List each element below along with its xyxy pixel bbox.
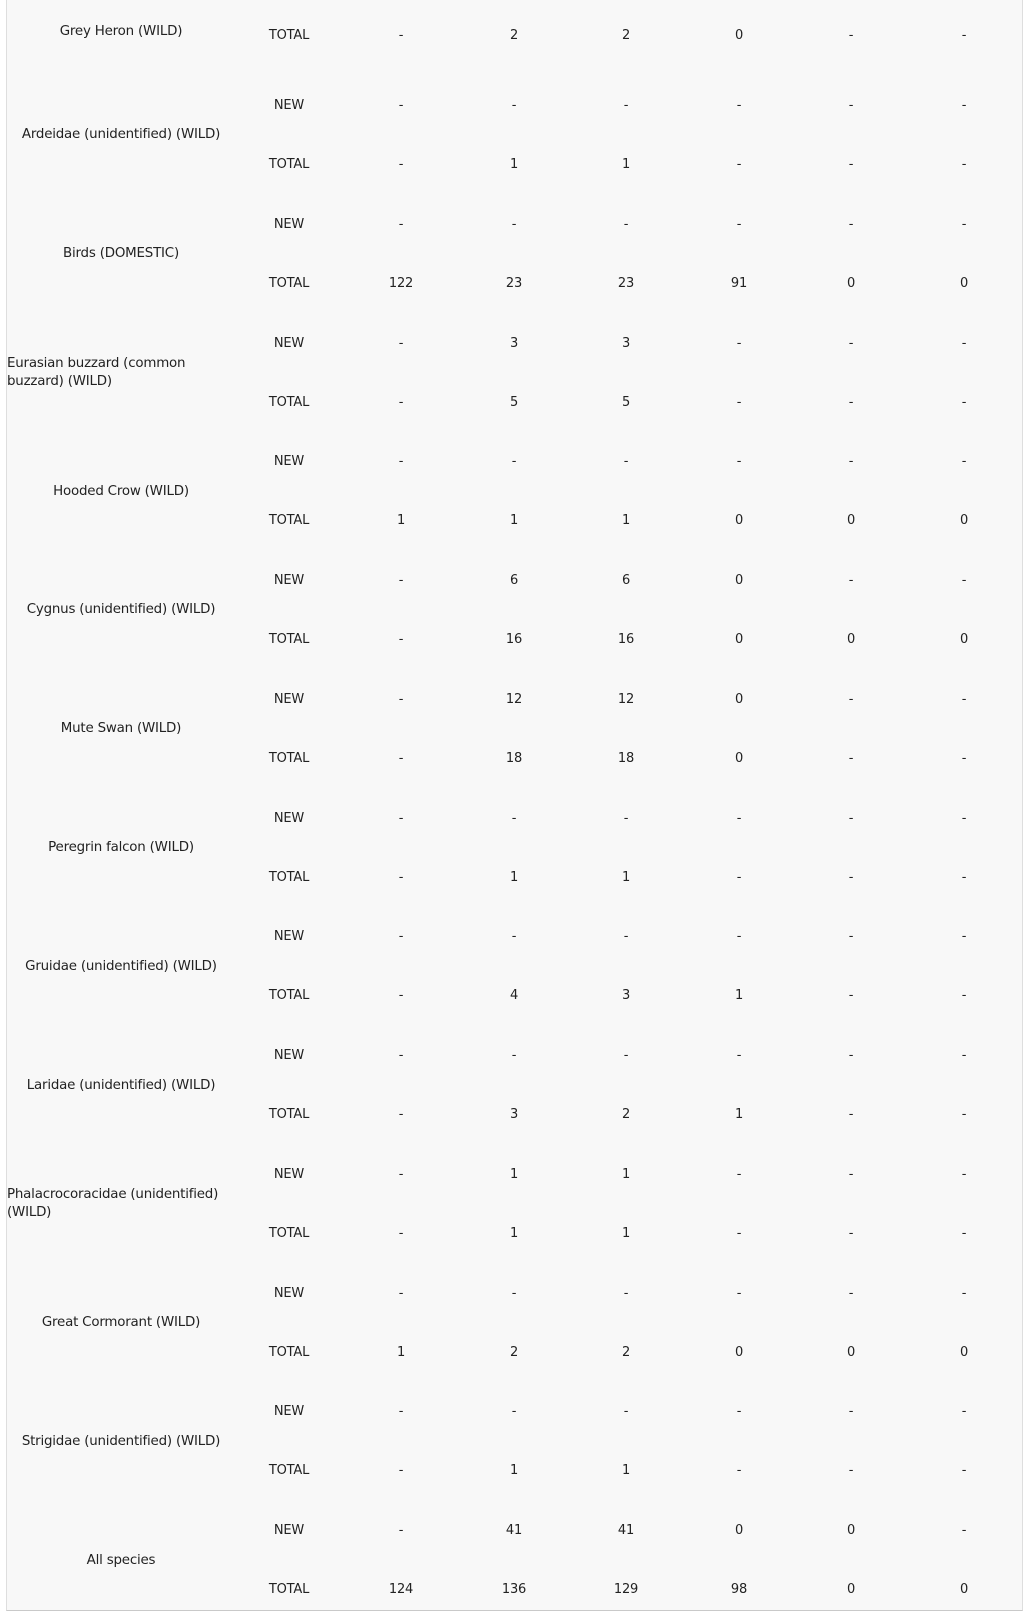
table-cell: 2 [621,1344,631,1360]
table-cell: - [623,1048,629,1064]
species-name: All species [86,1552,156,1568]
table-cell: 1 [621,1225,631,1241]
table-cell: 0 [846,632,856,648]
table-cell: - [736,98,742,113]
table-cell: 0 [734,691,744,707]
table-cell: 1 [621,869,631,885]
table-cell: - [398,750,404,766]
table-cell: - [961,929,967,945]
table-cell: - [736,157,742,172]
table-cell: - [961,573,967,589]
table-cell: - [848,157,854,172]
table-cell: - [848,28,854,43]
table-cell: 12 [505,691,523,707]
row-type-label: TOTAL [268,1225,310,1241]
species-row-group [7,195,1022,314]
outbreak-species-table [6,0,1023,1611]
table-cell: 1 [396,1344,406,1360]
table-cell: 3 [509,335,519,351]
species-name-cell [7,195,235,314]
table-cell: 98 [730,1582,748,1598]
table-cell: - [398,1404,404,1420]
table-cell: - [736,869,742,885]
species-name: Phalacrocoracidae (unidentified) (WILD) [7,1187,219,1221]
table-cell: 91 [730,275,748,291]
row-type-label: TOTAL [268,869,310,885]
table-cell: 1 [509,1463,519,1479]
species-name: Laridae (unidentified) (WILD) [26,1077,216,1093]
species-row-group [7,76,1022,195]
table-row-new [7,334,1022,354]
table-cell: 0 [734,1344,744,1360]
table-cell: 0 [734,573,744,589]
table-cell: - [736,1404,742,1420]
table-row-total [7,1343,1022,1363]
table-cell: - [848,1166,854,1182]
table-cell: - [398,929,404,945]
table-cell: - [736,335,742,351]
species-row-group [7,314,1022,433]
table-cell: 6 [509,573,519,589]
species-name-cell [7,314,235,433]
table-row-total [7,1224,1022,1244]
table-cell: - [398,1523,404,1539]
table-cell: - [848,1404,854,1420]
row-type-label: TOTAL [268,632,310,648]
species-name: Peregrin falcon (WILD) [48,839,194,855]
table-cell: 1 [509,869,519,885]
species-name-cell [7,432,235,551]
row-type-label: NEW [273,1048,305,1064]
table-cell: - [623,1285,629,1301]
row-type-label: TOTAL [268,750,310,766]
table-cell: - [961,335,967,351]
table-cell: - [961,1107,967,1123]
row-type-label: TOTAL [268,1463,310,1479]
table-cell: - [848,869,854,885]
table-cell: - [961,988,967,1004]
species-name-cell [7,907,235,1026]
table-cell: - [961,1404,967,1420]
table-cell: 0 [846,513,856,529]
species-row-group [7,907,1022,1026]
table-cell: - [623,1404,629,1420]
species-name-cell [7,1145,235,1264]
table-cell: - [398,632,404,648]
row-type-label: NEW [273,691,305,707]
table-row-total [7,630,1022,650]
species-row-group [7,1026,1022,1145]
table-cell: - [511,1404,517,1420]
row-type-label: NEW [273,929,305,945]
table-cell: - [398,573,404,589]
table-cell: 16 [617,632,635,648]
table-cell: 0 [959,275,969,291]
row-type-label: NEW [273,98,305,113]
table-cell: - [961,1225,967,1241]
table-cell: 124 [388,1582,414,1598]
row-type-label: TOTAL [268,988,310,1004]
table-row-new [7,452,1022,472]
table-cell: - [398,98,404,113]
table-cell: - [848,691,854,707]
table-cell: - [961,750,967,766]
table-cell: 3 [509,1107,519,1123]
table-row-total [7,1461,1022,1481]
table-cell: 2 [621,1107,631,1123]
row-type-label: TOTAL [268,1344,310,1360]
table-cell: - [961,869,967,885]
table-cell: 1 [621,1166,631,1182]
table-cell: - [511,454,517,470]
species-row-group [7,670,1022,789]
table-row-new [7,1402,1022,1422]
table-row-total [7,1105,1022,1125]
table-cell: - [623,810,629,826]
table-cell: - [623,216,629,232]
table-cell: 0 [846,1344,856,1360]
table-row-total [7,155,1022,175]
table-cell: - [398,810,404,826]
table-cell: - [511,810,517,826]
table-cell: - [623,454,629,470]
table-row-total [7,511,1022,531]
row-type-label: TOTAL [268,275,310,291]
table-row-grey-heron [7,26,1022,46]
table-cell: - [848,394,854,410]
table-cell: - [961,1285,967,1301]
table-cell: - [736,1166,742,1182]
table-cell: 6 [621,573,631,589]
table-cell: 1 [509,1225,519,1241]
table-cell: 3 [621,988,631,1004]
table-cell: 0 [734,750,744,766]
table-cell: - [961,98,967,113]
species-name: Great Cormorant (WILD) [41,1315,201,1331]
table-cell: - [736,1285,742,1301]
table-cell: 136 [501,1582,527,1598]
row-type-label: NEW [273,1285,305,1301]
table-cell: 2 [509,28,519,43]
species-row-group [7,551,1022,670]
table-cell: 16 [505,632,523,648]
species-name-cell [7,1264,235,1383]
table-cell: 0 [959,632,969,648]
row-type-label: TOTAL [268,28,310,43]
table-cell: - [961,810,967,826]
table-cell: 1 [509,513,519,529]
table-cell: - [848,988,854,1004]
table-cell: 1 [621,1463,631,1479]
species-name: Eurasian buzzard (common buzzard) (WILD) [7,355,186,389]
species-name-cell [7,551,235,670]
table-cell: - [511,1285,517,1301]
table-cell: - [961,1463,967,1479]
table-cell: - [848,810,854,826]
row-type-label: NEW [273,810,305,826]
table-cell: - [736,454,742,470]
table-cell: 2 [509,1344,519,1360]
table-row-total [7,986,1022,1006]
species-row-group [7,432,1022,551]
table-cell: - [398,394,404,410]
table-cell: 23 [505,275,523,291]
species-name-cell [7,1026,235,1145]
table-cell: - [736,1463,742,1479]
species-name-cell [7,1382,235,1501]
table-cell: 0 [959,1344,969,1360]
table-cell: 122 [388,275,414,291]
table-cell: - [736,1048,742,1064]
table-cell: - [398,1048,404,1064]
table-cell: - [398,988,404,1004]
species-name: Cygnus (unidentified) (WILD) [26,602,216,618]
table-cell: - [623,98,629,113]
table-row-new [7,1521,1022,1541]
table-row-new [7,1165,1022,1185]
table-cell: - [848,335,854,351]
row-type-label: NEW [273,1166,305,1182]
species-name-cell [7,670,235,789]
table-cell: - [961,1523,967,1539]
table-cell: - [398,157,404,172]
table-row-new [7,96,1022,116]
row-type-label: NEW [273,1523,305,1539]
table-cell: 3 [621,335,631,351]
table-cell: - [511,929,517,945]
table-cell: 0 [846,1523,856,1539]
species-name: Ardeidae (unidentified) (WILD) [21,127,221,143]
table-cell: 2 [621,28,631,43]
table-row-new [7,690,1022,710]
row-type-label: NEW [273,335,305,351]
table-row-new [7,215,1022,235]
species-name: Gruidae (unidentified) (WILD) [25,958,217,974]
table-cell: 0 [959,1582,969,1598]
table-cell: 0 [734,513,744,529]
table-cell: - [848,454,854,470]
table-cell: - [848,1285,854,1301]
table-cell: - [736,216,742,232]
species-row-group [7,1264,1022,1383]
table-cell: - [398,1463,404,1479]
table-cell: - [736,394,742,410]
table-cell: 18 [617,750,635,766]
table-cell: 41 [617,1523,635,1539]
table-cell: - [736,929,742,945]
table-cell: - [961,394,967,410]
table-cell: 1 [621,513,631,529]
table-row-total [7,868,1022,888]
table-cell: - [398,28,404,43]
species-row-group [7,1382,1022,1501]
table-cell: 0 [959,513,969,529]
table-cell: 1 [396,513,406,529]
table-cell: - [398,454,404,470]
table-cell: - [736,810,742,826]
species-name: Mute Swan (WILD) [60,721,182,737]
table-row-new [7,1284,1022,1304]
table-cell: 23 [617,275,635,291]
table-cell: - [961,28,967,43]
species-row-group [7,1145,1022,1264]
table-cell: - [848,1463,854,1479]
table-cell: - [848,1107,854,1123]
table-row-new [7,1046,1022,1066]
table-cell: 12 [617,691,635,707]
table-cell: 0 [846,1582,856,1598]
row-type-label: NEW [273,573,305,589]
table-cell: - [398,691,404,707]
species-name-cell [7,76,235,195]
species-name: Grey Heron (WILD) [59,24,183,39]
table-cell: 5 [509,394,519,410]
table-cell: 0 [734,1523,744,1539]
species-name-cell [7,789,235,908]
table-cell: - [736,1225,742,1241]
table-cell: 1 [509,1166,519,1182]
table-cell: - [848,216,854,232]
row-type-label: TOTAL [268,513,310,529]
species-name: Strigidae (unidentified) (WILD) [21,1433,221,1449]
table-cell: 1 [734,1107,744,1123]
table-cell: 18 [505,750,523,766]
table-cell: 0 [734,632,744,648]
table-row-new [7,927,1022,947]
table-cell: 0 [734,28,744,43]
table-cell: - [961,691,967,707]
table-cell: 0 [846,275,856,291]
table-cell: - [848,929,854,945]
row-type-label: TOTAL [268,157,310,172]
table-cell: - [511,216,517,232]
table-cell: - [511,98,517,113]
table-cell: - [961,216,967,232]
table-cell: - [398,1285,404,1301]
table-cell: 1 [509,157,519,172]
row-type-label: TOTAL [268,394,310,410]
table-cell: - [398,216,404,232]
table-cell: - [848,1048,854,1064]
table-cell: 1 [621,157,631,172]
table-cell: 4 [509,988,519,1004]
table-cell: 5 [621,394,631,410]
table-cell: 129 [613,1582,639,1598]
table-cell: 1 [734,988,744,1004]
species-row-group [7,789,1022,908]
table-cell: - [623,929,629,945]
species-name: Hooded Crow (WILD) [53,483,189,499]
table-cell: - [961,1048,967,1064]
table-cell: - [511,1048,517,1064]
table-cell: - [961,1166,967,1182]
table-row-total [7,393,1022,413]
table-cell: - [848,98,854,113]
species-name: Birds (DOMESTIC) [62,246,179,262]
species-name-cell [7,1501,235,1620]
table-cell: - [848,573,854,589]
table-cell: - [398,1107,404,1123]
table-cell: - [398,1166,404,1182]
table-cell: 41 [505,1523,523,1539]
row-type-label: NEW [273,216,305,232]
table-row-new [7,809,1022,829]
table-row-new [7,571,1022,591]
row-type-label: NEW [273,1404,305,1420]
table-row-total [7,274,1022,294]
row-type-label: TOTAL [268,1107,310,1123]
species-row-group [7,1501,1022,1620]
table-row-total [7,1580,1022,1600]
table-cell: - [398,335,404,351]
table-row-total [7,749,1022,769]
table-cell: - [961,454,967,470]
row-type-label: NEW [273,454,305,470]
row-type-label: TOTAL [268,1582,310,1598]
table-cell: - [398,1225,404,1241]
table-cell: - [398,869,404,885]
table-cell: - [961,157,967,172]
table-cell: - [848,750,854,766]
table-cell: - [848,1225,854,1241]
